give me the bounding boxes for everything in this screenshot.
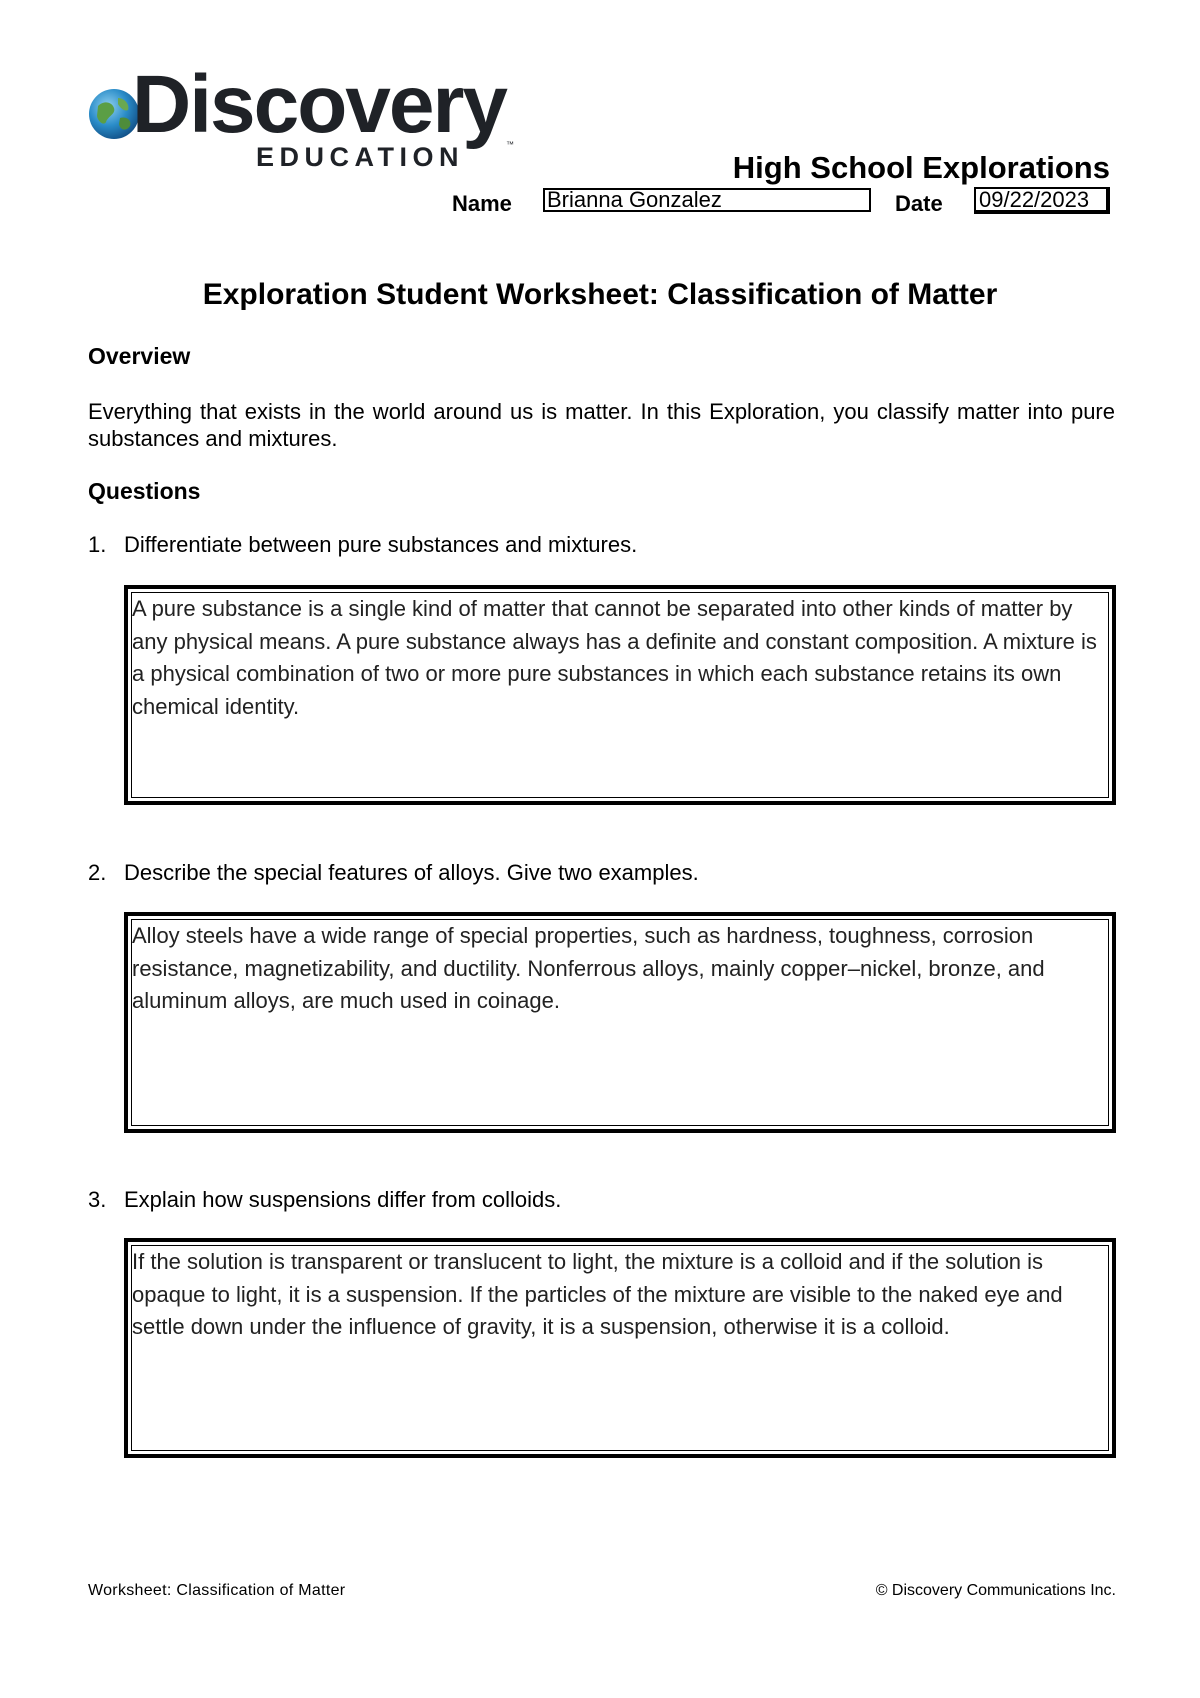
question-number: 2.	[88, 860, 107, 885]
name-field[interactable]: Brianna Gonzalez	[543, 188, 871, 212]
answer-box-3[interactable]	[124, 1238, 1116, 1458]
question-text: Describe the special features of alloys. Give two examples.	[124, 860, 699, 885]
answer-box-2[interactable]	[124, 912, 1116, 1133]
overview-heading: Overview	[88, 343, 191, 369]
logo-trademark: ™	[506, 140, 514, 149]
name-label: Name	[452, 191, 512, 216]
footer-worksheet-title: Worksheet: Classification of Matter	[88, 1582, 346, 1599]
page-title: Exploration Student Worksheet: Classification of Matter	[202, 278, 998, 311]
answer-box-1[interactable]	[124, 585, 1116, 805]
question-text: Explain how suspensions differ from colloids.	[124, 1187, 562, 1212]
questions-heading: Questions	[88, 478, 201, 504]
footer-copyright: © Discovery Communications Inc.	[875, 1582, 1116, 1599]
answer-text-1: A pure substance is a single kind of matter that cannot be separated into other kinds of matter by any physical means. A pure substance always has a definite and constant composition. A mixture is a physical combination of two or more pure substances in which each substance retains its own chemical identity.	[132, 596, 1097, 719]
program-title: High School Explorations	[732, 150, 1110, 185]
question-3	[88, 1187, 561, 1213]
date-field[interactable]: 09/22/2023	[974, 187, 1110, 214]
question-number: 3.	[88, 1187, 107, 1212]
question-number: 1.	[88, 532, 107, 557]
discovery-education-logo	[88, 59, 538, 184]
question-2	[88, 860, 699, 886]
logo-subword: EDUCATION	[256, 142, 464, 172]
overview-text: Everything that exists in the world around us is matter. In this Exploration, you classify matter into pure substances and mixtures.	[88, 399, 1115, 451]
answer-text-3: If the solution is transparent or translucent to light, the mixture is a colloid and if the solution is opaque to light, it is a suspension. If the particles of the mixture are visible to the naked eye and settle down under the influence of gravity, it is a suspension, otherwise it is a colloid.	[132, 1249, 1063, 1339]
question-text: Differentiate between pure substances and mixtures.	[124, 532, 638, 557]
answer-text-2: Alloy steels have a wide range of special properties, such as hardness, toughness, corrosion resistance, magnetizability, and ductility. Nonferrous alloys, mainly copper–nickel, bronze, and aluminum alloys, are much used in coinage.	[132, 923, 1045, 1013]
question-1	[88, 532, 637, 558]
date-label: Date	[895, 191, 943, 216]
logo-wordmark: Discovery	[132, 59, 507, 150]
